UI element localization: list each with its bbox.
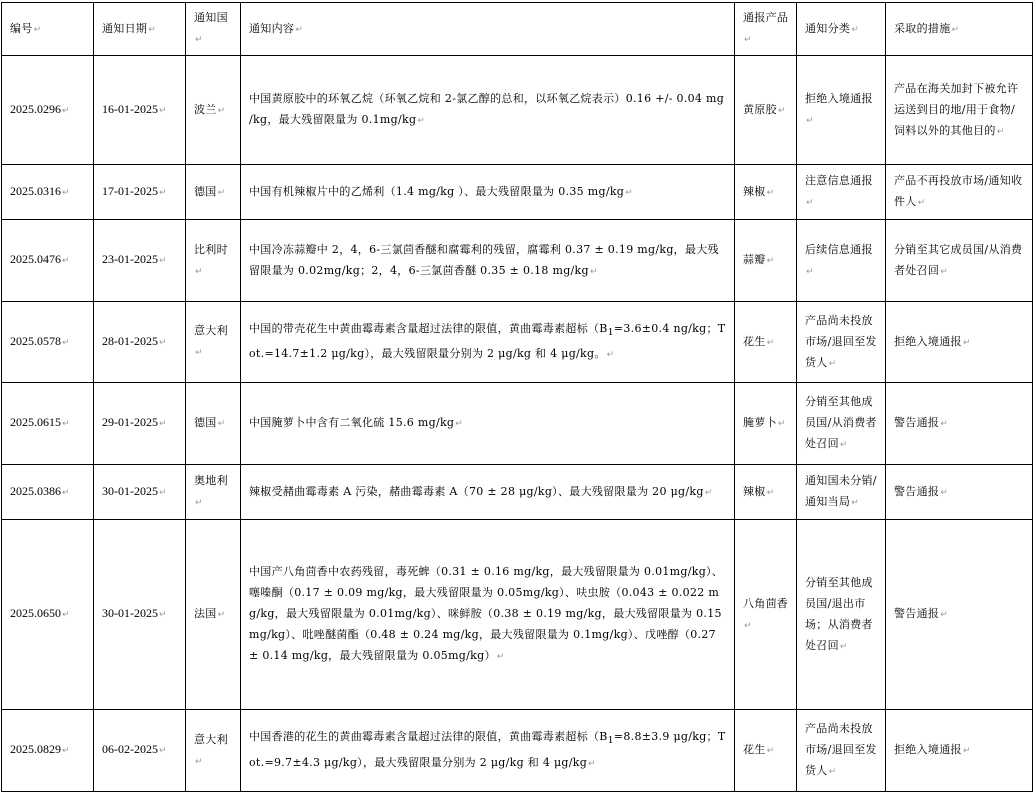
row-content: 中国产八角茴香中农药残留，毒死蜱（0.31 ± 0.16 mg/kg，最大残留限量为 0.01mg/kg）、噻嗪酮（0.17 ± 0.09 mg/kg，最大残留限量为 0.05mg/kg）、呋虫胺（0.043 ± 0.022 mg/kg，最大残留限量为 0.01mg/kg）、咪鲜胺（0.38 ± 0.19 mg/kg，最大残留限量为 0.15mg/kg）、吡唑醚菌酯（0.48 ± 0.24 mg/kg，最大残留限量为 0.1mg/kg）、戊唑醇（0.27 ± 0.14 mg/kg，最大残留限量为 0.05mg/kg）↵ — [241, 520, 735, 710]
table-row — [2, 220, 1033, 302]
row-measure: 产品不再投放市场/通知收件人↵ — [886, 165, 1033, 220]
row-country: 德国↵ — [186, 383, 241, 465]
table-row — [2, 56, 1033, 165]
header-product: 通报产品↵ — [735, 3, 797, 56]
row-id: 2025.0316↵ — [2, 165, 94, 220]
header-id: 编号↵ — [2, 3, 94, 56]
row-date: 16-01-2025↵ — [94, 56, 186, 165]
row-product: 花生↵ — [735, 710, 797, 792]
row-measure: 拒绝入境通报↵ — [886, 710, 1033, 792]
row-country: 比利时↵ — [186, 220, 241, 302]
row-measure: 分销至其它成员国/从消费者处召回↵ — [886, 220, 1033, 302]
row-content: 中国黄原胶中的环氧乙烷（环氧乙烷和 2-氯乙醇的总和，以环氧乙烷表示）0.16 +/- 0.04 mg /kg，最大残留限量为 0.1mg/kg↵ — [241, 56, 735, 165]
rasff-notification-table — [1, 2, 1033, 792]
header-measure: 采取的措施↵ — [886, 3, 1033, 56]
row-country: 奥地利↵ — [186, 465, 241, 520]
row-classification: 注意信息通报↵ — [797, 165, 886, 220]
table-row — [2, 465, 1033, 520]
table-row — [2, 383, 1033, 465]
row-id: 2025.0386↵ — [2, 465, 94, 520]
table-row — [2, 302, 1033, 383]
row-country: 波兰↵ — [186, 56, 241, 165]
row-product: 辣椒↵ — [735, 165, 797, 220]
header-content: 通知内容↵ — [241, 3, 735, 56]
row-classification: 产品尚未投放市场/退回至发货人↵ — [797, 302, 886, 383]
row-measure: 警告通报↵ — [886, 520, 1033, 710]
header-country: 通知国↵ — [186, 3, 241, 56]
row-product: 辣椒↵ — [735, 465, 797, 520]
row-id: 2025.0578↵ — [2, 302, 94, 383]
row-date: 30-01-2025↵ — [94, 465, 186, 520]
row-content: 中国香港的花生的黄曲霉毒素含量超过法律的限值，黄曲霉毒素超标（$B_1=8.8\pm 3.9$ μg/kg；Tot.=9.7±4.3 μg/kg），最大残留限量分别为 2 μg/kg 和 4 μg/kg↵ — [241, 710, 735, 792]
row-country: 法国↵ — [186, 520, 241, 710]
row-date: 06-02-2025↵ — [94, 710, 186, 792]
row-country: 意大利↵ — [186, 710, 241, 792]
row-content: 辣椒受赭曲霉毒素 A 污染，赭曲霉毒素 A（70 ± 28 μg/kg）、最大残留限量为 20 μg/kg↵ — [241, 465, 735, 520]
row-country: 意大利↵ — [186, 302, 241, 383]
row-id: 2025.0476↵ — [2, 220, 94, 302]
row-content: 中国有机辣椒片中的乙烯利（1.4 mg/kg ）、最大残留限量为 0.35 mg/kg↵ — [241, 165, 735, 220]
row-classification: 后续信息通报↵ — [797, 220, 886, 302]
row-id: 2025.0296↵ — [2, 56, 94, 165]
row-product: 八角茴香↵ — [735, 520, 797, 710]
row-measure: 警告通报↵ — [886, 465, 1033, 520]
row-id: 2025.0650↵ — [2, 520, 94, 710]
row-content: 中国的带壳花生中黄曲霉毒素含量超过法律的限值，黄曲霉毒素超标（$B_1=3.6\pm 0.4$ ng/kg；Tot.=14.7±1.2 μg/kg），最大残留限量分别为 2 μg/kg 和 4 μg/kg。↵ — [241, 302, 735, 383]
row-classification: 拒绝入境通报↵ — [797, 56, 886, 165]
row-product: 花生↵ — [735, 302, 797, 383]
row-measure: 警告通报↵ — [886, 383, 1033, 465]
row-date: 30-01-2025↵ — [94, 520, 186, 710]
row-date: 17-01-2025↵ — [94, 165, 186, 220]
row-measure: 拒绝入境通报↵ — [886, 302, 1033, 383]
row-product: 蒜瓣↵ — [735, 220, 797, 302]
row-country: 德国↵ — [186, 165, 241, 220]
table-row — [2, 165, 1033, 220]
header-classification: 通知分类↵ — [797, 3, 886, 56]
row-content: 中国腌萝卜中含有二氧化硫 15.6 mg/kg↵ — [241, 383, 735, 465]
row-content: 中国冷冻蒜瓣中 2，4，6-三氯茴香醚和腐霉利的残留，腐霉利 0.37 ± 0.19 mg/kg，最大残留限量为 0.02mg/kg；2，4，6-三氯茴香醚 0.35 ± 0.18 mg/kg↵ — [241, 220, 735, 302]
row-classification: 通知国未分销/通知当局↵ — [797, 465, 886, 520]
row-classification: 产品尚未投放市场/退回至发货人↵ — [797, 710, 886, 792]
row-date: 29-01-2025↵ — [94, 383, 186, 465]
row-id: 2025.0829↵ — [2, 710, 94, 792]
row-date: 28-01-2025↵ — [94, 302, 186, 383]
row-product: 腌萝卜↵ — [735, 383, 797, 465]
table-row — [2, 520, 1033, 710]
header-row — [2, 3, 1033, 56]
header-date: 通知日期↵ — [94, 3, 186, 56]
row-measure: 产品在海关加封下被允许运送到目的地/用于食物/饲料以外的其他目的↵ — [886, 56, 1033, 165]
row-classification: 分销至其他成员国/退出市场；从消费者处召回↵ — [797, 520, 886, 710]
row-date: 23-01-2025↵ — [94, 220, 186, 302]
row-id: 2025.0615↵ — [2, 383, 94, 465]
row-product: 黄原胶↵ — [735, 56, 797, 165]
row-classification: 分销至其他成员国/从消费者处召回↵ — [797, 383, 886, 465]
table-row — [2, 710, 1033, 792]
